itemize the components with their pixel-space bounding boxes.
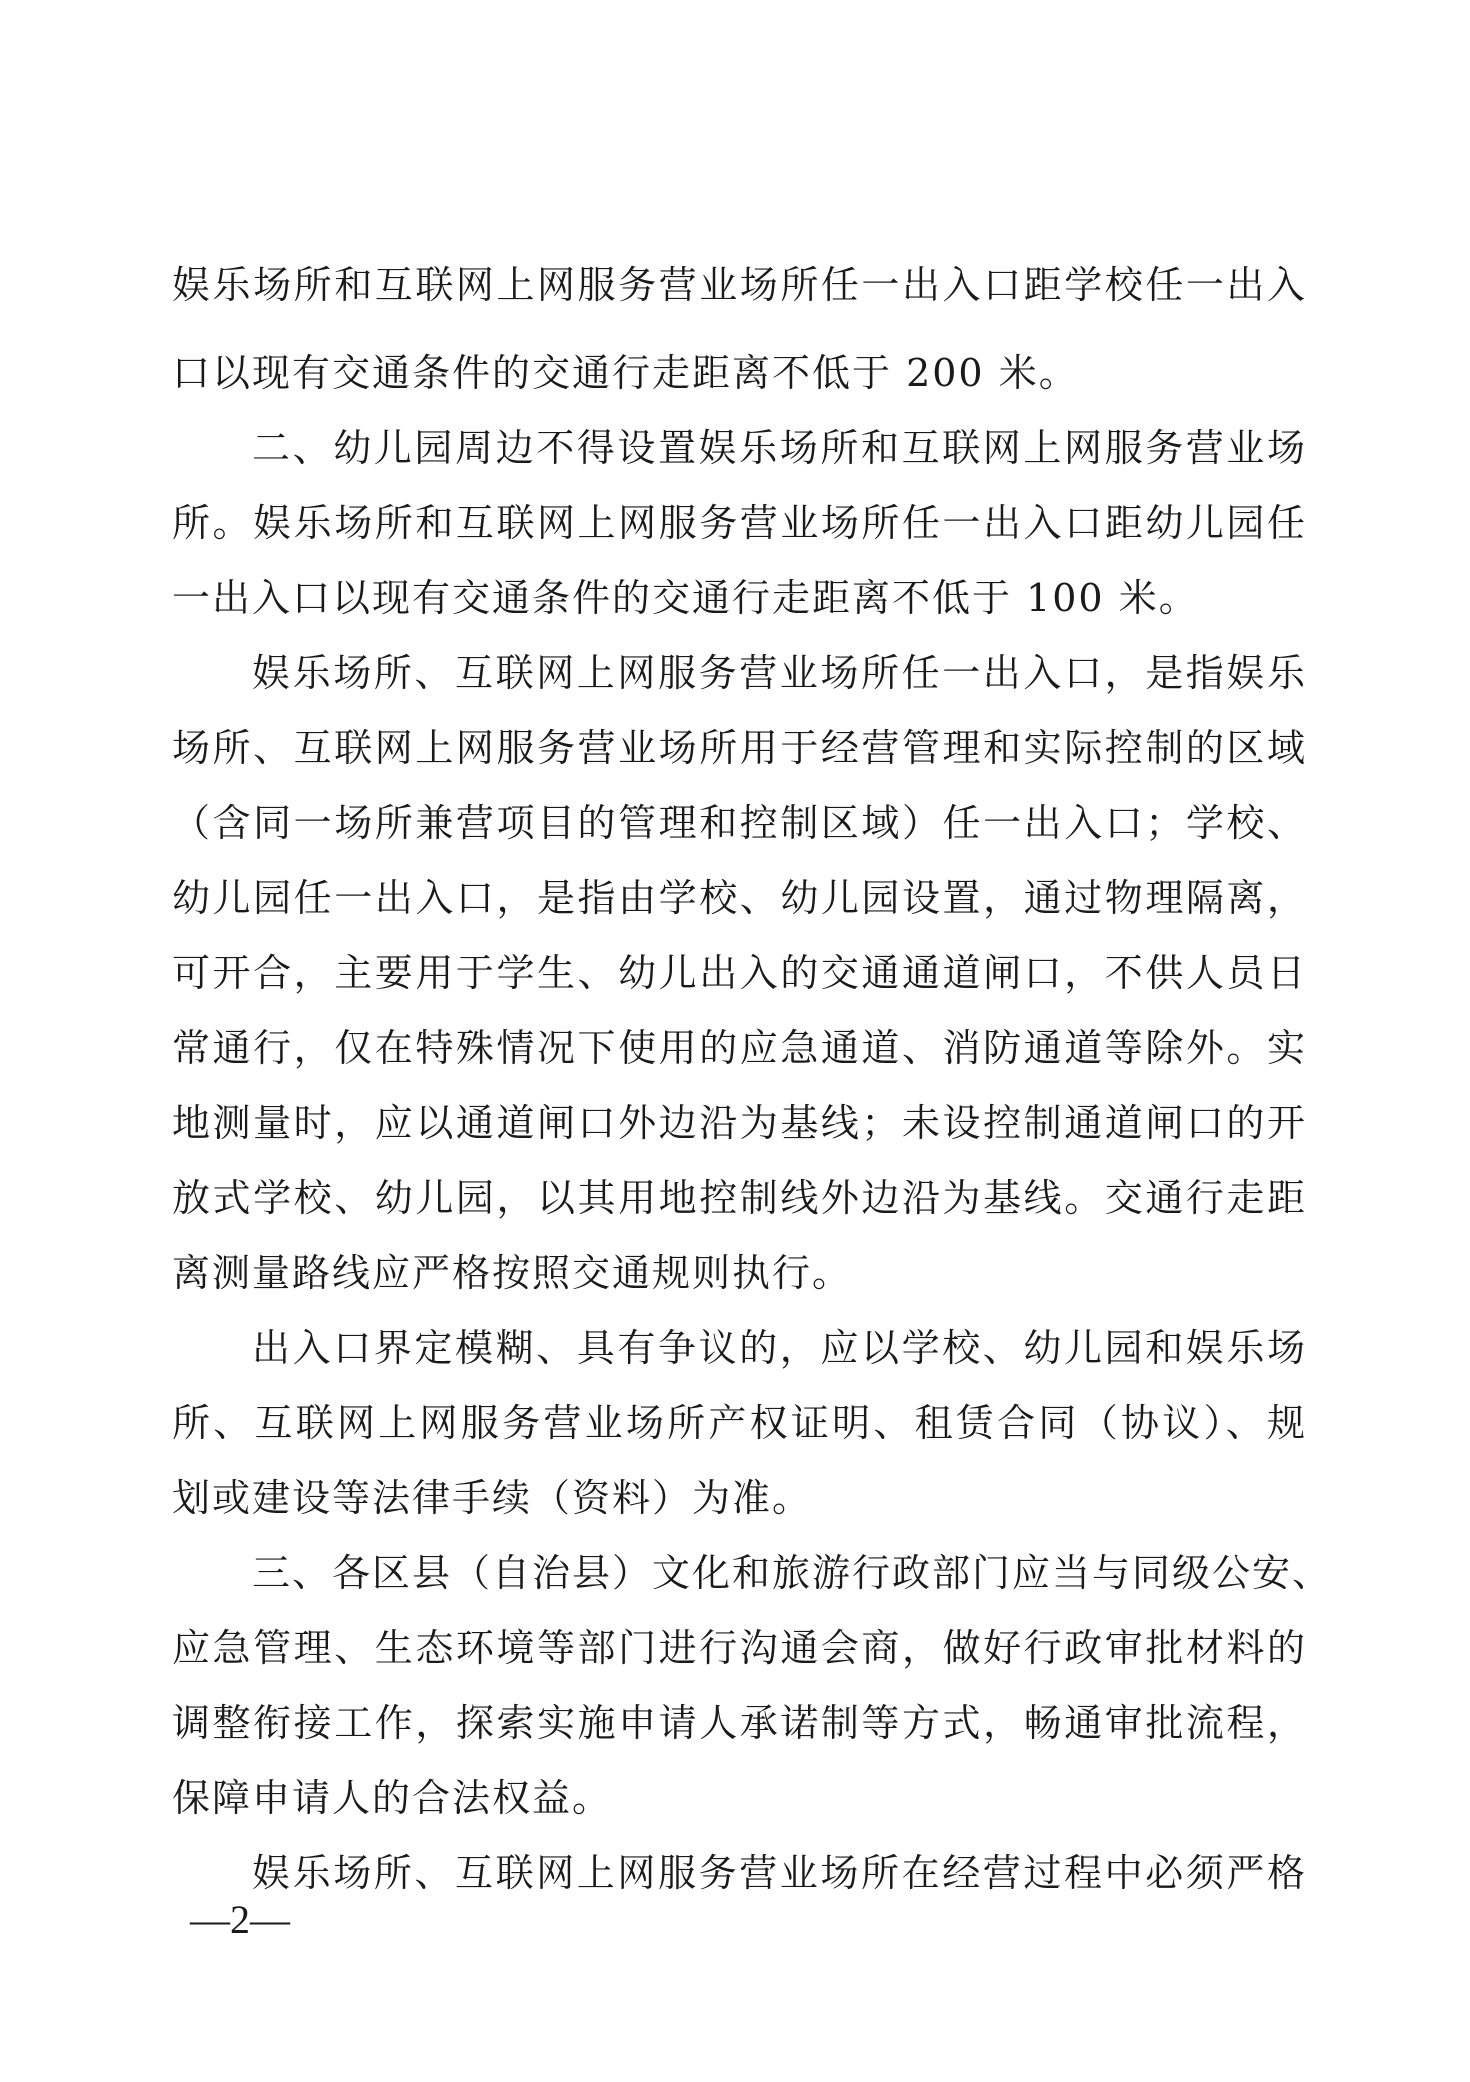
page-number: —2— (190, 1897, 290, 1942)
text-line-11: 常通行，仅在特殊情况下使用的应急通道、消防通道等除外。实 (172, 1026, 1307, 1070)
text-line-14: 离测量路线应严格按照交通规则执行。 (172, 1251, 853, 1295)
text-line-7: 场所、互联网上网服务营业场所用于经营管理和实际控制的区域 (172, 726, 1307, 770)
text-line-19: 应急管理、生态环境等部门进行沟通会商，做好行政审批材料的 (172, 1626, 1307, 1670)
text-line-1: 娱乐场所和互联网上网服务营业场所任一出入口距学校任一出入 (172, 263, 1307, 307)
text-line-5: 一出入口以现有交通条件的交通行走距离不低于 100 米。 (172, 576, 1199, 620)
text-line-20: 调整衔接工作，探索实施申请人承诺制等方式，畅通审批流程， (172, 1701, 1307, 1745)
text-line-10: 可开合，主要用于学生、幼儿出入的交通通道闸口，不供人员日 (172, 951, 1307, 995)
text-line-6: 娱乐场所、互联网上网服务营业场所任一出入口，是指娱乐 (252, 651, 1307, 695)
text-line-21: 保障申请人的合法权益。 (172, 1776, 613, 1820)
text-line-13: 放式学校、幼儿园，以其用地控制线外边沿为基线。交通行走距 (172, 1176, 1307, 1220)
text-line-22: 娱乐场所、互联网上网服务营业场所在经营过程中必须严格 (252, 1851, 1307, 1895)
text-line-9: 幼儿园任一出入口，是指由学校、幼儿园设置，通过物理隔离， (172, 876, 1307, 920)
text-line-4: 所。娱乐场所和互联网上网服务营业场所任一出入口距幼儿园任 (172, 501, 1307, 545)
text-line-2: 口以现有交通条件的交通行走距离不低于 200 米。 (172, 351, 1079, 395)
text-line-12: 地测量时，应以通道闸口外边沿为基线；未设控制通道闸口的开 (172, 1101, 1307, 1145)
text-line-16: 所、互联网上网服务营业场所产权证明、租赁合同（协议）、规 (172, 1401, 1307, 1445)
text-line-15: 出入口界定模糊、具有争议的，应以学校、幼儿园和娱乐场 (252, 1326, 1307, 1370)
text-line-18: 三、各区县（自治县）文化和旅游行政部门应当与同级公安、 (252, 1551, 1333, 1595)
text-line-3: 二、幼儿园周边不得设置娱乐场所和互联网上网服务营业场 (252, 426, 1307, 470)
text-line-8: （含同一场所兼营项目的管理和控制区域）任一出入口；学校、 (172, 801, 1307, 845)
text-line-17: 划或建设等法律手续（资料）为准。 (172, 1476, 813, 1520)
